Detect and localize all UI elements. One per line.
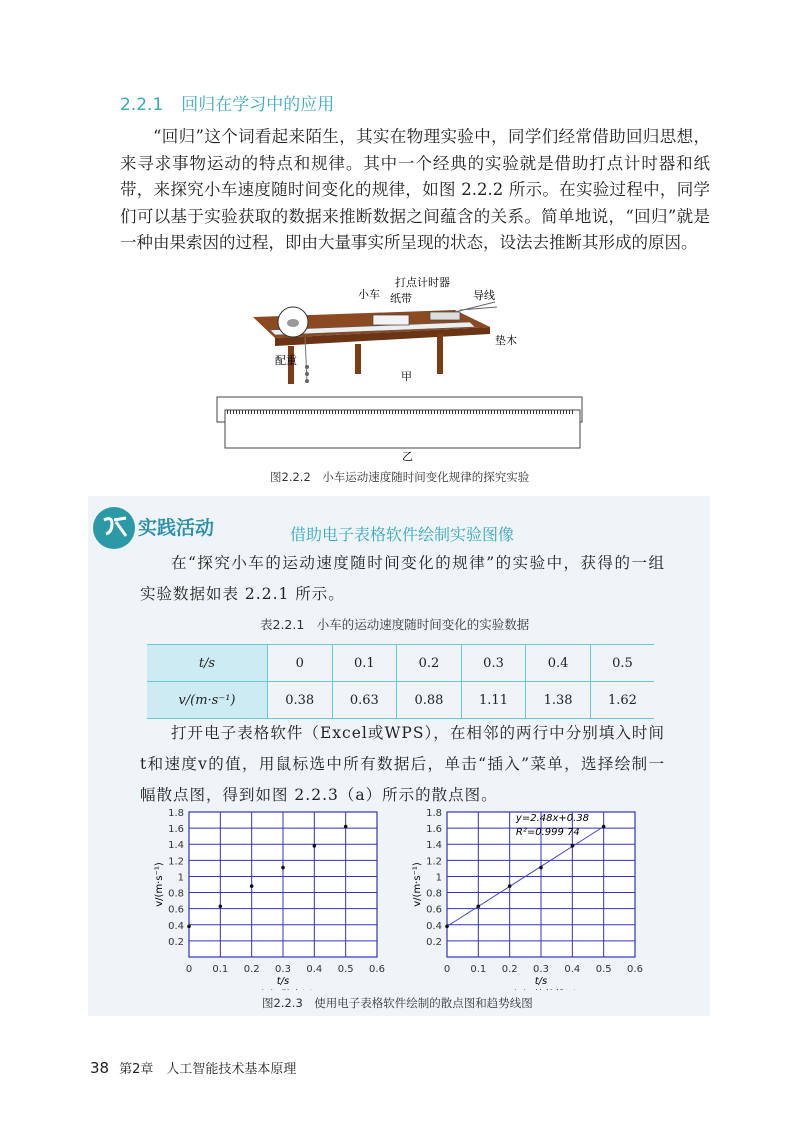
activity-text-1: 在“探究小车的运动速度随时间变化的规律”的实验中，获得的一组实验数据如表 2.2.1 所示。 [140,554,665,603]
table-header-t: t/s [147,645,267,682]
table-cell: 0.88 [397,682,462,719]
y-tick-label: 0.2 [426,936,442,948]
data-point [219,904,223,908]
label-cart: 小车 [358,288,380,301]
y-tick-label: 1.4 [426,840,442,852]
table-cell: 0.38 [267,682,332,719]
label-timer: 打点计时器 [395,276,450,289]
table-header-v: v/(m·s⁻¹) [147,682,267,719]
activity-paragraph-2 [140,718,665,811]
x-tick-label: 0.3 [533,964,549,975]
scatter-chart [150,800,400,990]
y-tick-label: 1.8 [426,808,442,819]
x-tick-label: 0.5 [337,964,354,975]
table-cell: 0.1 [332,645,397,682]
label-block: 垫木 [495,334,517,347]
x-tick-label: 0.4 [564,964,581,975]
x-tick-label: 0.6 [369,964,385,975]
y-tick-label: 1.2 [168,856,184,868]
label-wire: 导线 [473,289,495,302]
page-footer [90,1058,296,1077]
table-cell: 1.62 [590,682,654,719]
x-tick-label: 0.6 [627,964,643,975]
experiment-illustration [205,272,600,462]
y-tick-label: 0.2 [168,936,184,948]
x-tick-label: 0.1 [212,964,229,975]
y-tick-label: 0.4 [168,920,184,932]
figure-caption-223: 图2.2.3 使用电子表格软件绘制的散点图和趋势线图 [262,996,533,1010]
table-cell: 0.2 [397,645,462,682]
section-number: 2.2.1 [120,95,164,115]
trendline-equation: y=2.48x+0.38 [515,813,590,824]
y-tick-label: 0.8 [426,888,442,900]
table-cell: 0.3 [461,645,526,682]
data-point [281,866,285,870]
x-tick-label: 0 [443,964,451,975]
intro-text: “回归”这个词看起来陌生，其实在物理实验中，同学们经常借助回归思想，来寻求事物运动的特点和规律。其中一个经典的实验就是借助打点计时器和纸带，来探究小车速度随时间变化的规律，如图 2.2.2 所示。在实验过程中，同学们可以基于实验获取的数据来推断数据之间蕴含的关系。简单地说，“回归”就是一种由果索因的过程，即由大量事实所呈现的状态，设法去推断其形成的原因。 [120,127,710,252]
table-cell: 0.63 [332,682,397,719]
y-tick-label: 0.6 [168,904,184,916]
table-cell: 0.5 [590,645,654,682]
table-cell: 0 [267,645,332,682]
figure-caption-222: 图2.2.2 小车运动速度随时间变化规律的探究实验 [270,470,530,484]
trendline-chart [408,800,658,990]
data-table [147,644,654,719]
table-row-time [147,645,654,682]
data-point [602,825,606,829]
r-squared: R²=0.999 74 [515,827,580,838]
y-tick-label: 1 [177,872,184,884]
y-tick-label: 0.8 [168,888,184,900]
y-tick-label: 0.4 [426,920,442,932]
x-tick-label: 0.2 [243,964,260,975]
activity-paragraph-1 [140,548,665,610]
chapter-title: 第2章 人工智能技术基本原理 [119,1062,297,1077]
data-point [508,884,512,888]
activity-icon [92,506,136,550]
page-number: 38 [90,1059,110,1077]
data-point [539,866,543,870]
data-point [313,844,317,848]
data-point [344,825,348,829]
activity-label: 实践活动 [138,517,215,539]
x-tick-label: 0.1 [470,964,487,975]
y-tick-label: 1.8 [168,808,184,819]
table-cell: 1.38 [526,682,591,719]
label-jia: 甲 [401,370,412,383]
x-tick-label: 0.4 [306,964,323,975]
x-tick-label: 0.2 [501,964,518,975]
y-axis-label: v/(m·s⁻¹) [154,862,165,907]
x-tick-label: 0 [185,964,193,975]
section-heading [120,90,352,115]
activity-subtitle: 借助电子表格软件绘制实验图像 [290,525,515,544]
data-point [445,925,449,929]
activity-text-2: 打开电子表格软件（Excel或WPS），在相邻的两行中分别填入时间t和速度v的值，用鼠标选中所有数据后，单击“插入”菜单，选择绘制一幅散点图，得到如图 2.2.3（a）所示的散点图。 [140,724,665,804]
table-caption: 表2.2.1 小车的运动速度随时间变化的实验数据 [260,617,530,632]
table-cell: 0.4 [526,645,591,682]
chart-subtitle [506,988,576,990]
y-axis-label: v/(m·s⁻¹) [412,862,423,907]
x-tick-label: 0.3 [275,964,291,975]
x-tick-label: 0.5 [595,964,612,975]
table-cell: 1.11 [461,682,526,719]
y-tick-label: 0.6 [426,904,442,916]
chart-subtitle [254,988,313,990]
y-tick-label: 1.2 [426,856,442,868]
y-tick-label: 1.4 [168,840,184,852]
y-tick-label: 1 [435,872,442,884]
data-point [571,844,575,848]
y-tick-label: 1.6 [426,824,442,836]
y-tick-label: 1.6 [168,824,184,836]
x-axis-label: t/s [534,976,548,987]
table-row-velocity [147,682,654,719]
x-axis-label: t/s [276,976,290,987]
label-yi: 乙 [402,450,413,462]
data-point [477,904,481,908]
label-weight: 配重 [275,354,297,367]
data-point [187,925,191,929]
section-title: 回归在学习中的应用 [181,95,335,115]
label-tape: 纸带 [390,292,412,305]
data-point [250,884,254,888]
intro-paragraph [120,124,710,257]
